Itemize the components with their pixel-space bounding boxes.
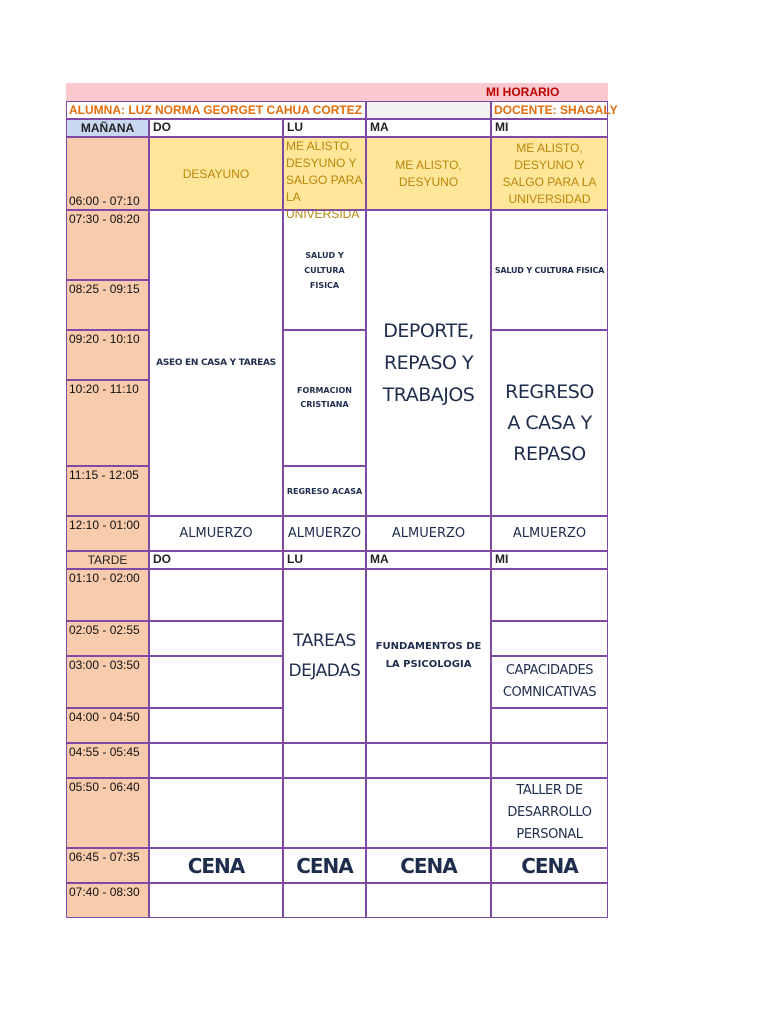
empty-cell: [149, 621, 283, 656]
empty-cell: [366, 743, 491, 778]
mi-capacidades-block: CAPACIDADES COMNICATIVAS: [491, 656, 608, 708]
day-header-ma: MA: [366, 551, 491, 569]
day-header-do: DO: [149, 551, 283, 569]
student-label: ALUMNA: LUZ NORMA GEORGET CAHUA CORTEZ: [66, 101, 366, 119]
time-slot: 03:00 - 03:50: [66, 656, 149, 708]
empty-cell: [491, 883, 608, 918]
breakfast-ma: ME ALISTO, DESYUNO: [366, 137, 491, 210]
empty-cell: [491, 621, 608, 656]
time-slot: 01:10 - 02:00: [66, 569, 149, 621]
time-slot: 12:10 - 01:00: [66, 516, 149, 551]
day-header-lu: LU: [283, 119, 366, 137]
day-header-ma: MA: [366, 119, 491, 137]
lunch-mi: ALMUERZO: [491, 516, 608, 551]
time-slot: 08:25 - 09:15: [66, 280, 149, 330]
lu-regreso-block: REGRESO ACASA: [283, 466, 366, 516]
empty-cell: [366, 778, 491, 848]
time-slot: 05:50 - 06:40: [66, 778, 149, 848]
time-slot: 04:55 - 05:45: [66, 743, 149, 778]
page-title: MI HORARIO: [486, 85, 560, 99]
lunch-do: ALMUERZO: [149, 516, 283, 551]
empty-cell: [491, 569, 608, 621]
dinner-ma: CENA: [366, 848, 491, 883]
empty-cell: [283, 743, 366, 778]
do-morning-block: ASEO EN CASA Y TAREAS: [149, 210, 283, 516]
ma-afternoon-block: FUNDAMENTOS DE LA PSICOLOGIA: [366, 569, 491, 743]
empty-cell: [149, 708, 283, 743]
blank-header-cell: [366, 101, 491, 119]
breakfast-lu: ME ALISTO, DESYUNO Y SALGO PARA LA UNIVERSIDA: [283, 137, 366, 210]
mi-morning-block: REGRESO A CASA Y REPASO: [491, 330, 608, 516]
dinner-lu: CENA: [283, 848, 366, 883]
day-header-mi: MI: [491, 551, 608, 569]
morning-label: MAÑANA: [66, 119, 149, 137]
empty-cell: [366, 883, 491, 918]
empty-cell: [149, 656, 283, 708]
breakfast-do: DESAYUNO: [149, 137, 283, 210]
lu-afternoon-block: TAREAS DEJADAS: [283, 569, 366, 743]
day-header-do: DO: [149, 119, 283, 137]
time-slot: 10:20 - 11:10: [66, 380, 149, 466]
empty-cell: [283, 883, 366, 918]
empty-cell: [491, 708, 608, 743]
lunch-ma: ALMUERZO: [366, 516, 491, 551]
breakfast-mi: ME ALISTO, DESYUNO Y SALGO PARA LA UNIVERSIDAD: [491, 137, 608, 210]
dinner-mi: CENA: [491, 848, 608, 883]
empty-cell: [149, 569, 283, 621]
time-slot: 06:00 - 07:10: [66, 137, 149, 210]
empty-cell: [149, 883, 283, 918]
time-slot: 04:00 - 04:50: [66, 708, 149, 743]
mi-taller-block: TALLER DE DESARROLLO PERSONAL: [491, 778, 608, 848]
day-header-lu: LU: [283, 551, 366, 569]
mi-salud-block: SALUD Y CULTURA FISICA: [491, 210, 608, 330]
ma-morning-block: DEPORTE, REPASO Y TRABAJOS: [366, 210, 491, 516]
time-slot: 09:20 - 10:10: [66, 330, 149, 380]
time-slot: 11:15 - 12:05: [66, 466, 149, 516]
teacher-label: DOCENTE: SHAGALY: [491, 101, 608, 119]
time-slot: 06:45 - 07:35: [66, 848, 149, 883]
empty-cell: [491, 743, 608, 778]
empty-cell: [149, 743, 283, 778]
time-slot: 02:05 - 02:55: [66, 621, 149, 656]
dinner-do: CENA: [149, 848, 283, 883]
lu-formacion-block: FORMACION CRISTIANA: [283, 330, 366, 466]
day-header-mi: MI: [491, 119, 608, 137]
empty-cell: [149, 778, 283, 848]
time-slot: 07:30 - 08:20: [66, 210, 149, 280]
afternoon-label: TARDE: [66, 551, 149, 569]
empty-cell: [283, 778, 366, 848]
time-slot: 07:40 - 08:30: [66, 883, 149, 918]
lu-salud-block: SALUD Y CULTURA FISICA: [283, 210, 366, 330]
lunch-lu: ALMUERZO: [283, 516, 366, 551]
